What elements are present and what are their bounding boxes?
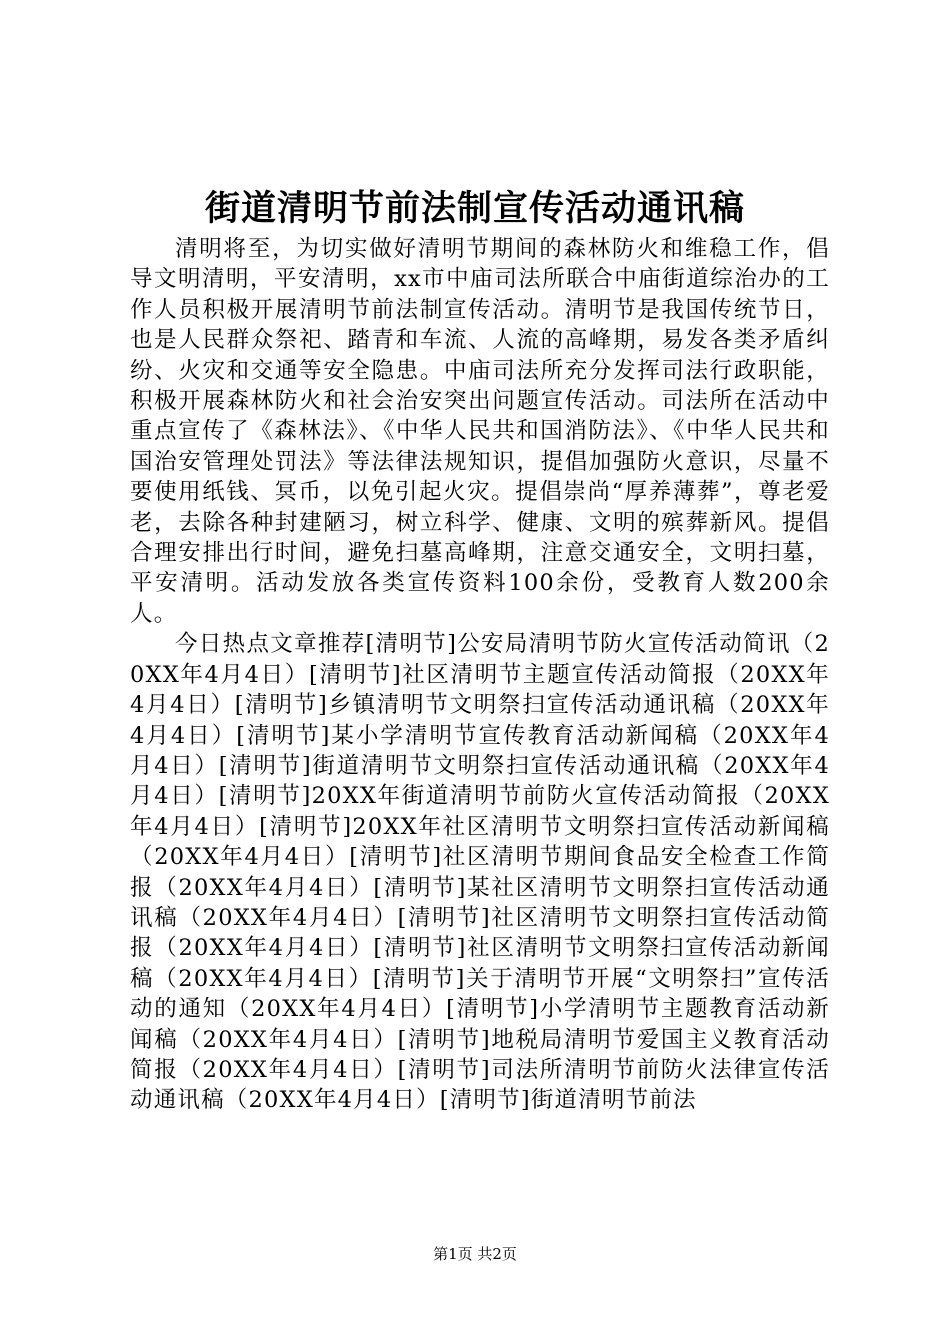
body-paragraph-recommendations: 今日热点文章推荐[清明节]公安局清明节防火宣传活动简讯（20XX年4月4日）[清明节]社区清明节主题宣传活动简报（20XX年4月4日）[清明节]乡镇清明节文明祭扫宣传活动通讯稿（20XX年4月4日）[清明节]某小学清明节宣传教育活动新闻稿（20XX年4月4日）[清明节]街道清明节文明祭扫宣传活动通讯稿（20XX年4月4日）[清明节]20XX年街道清明节前防火宣传活动简报（20XX年4月4日）[清明节]20XX年社区清明节文明祭扫宣传活动新闻稿（20XX年4月4日）[清明节]社区清明节期间食品安全检查工作简报（20XX年4月4日）[清明节]某社区清明节文明祭扫宣传活动通讯稿（20XX年4月4日）[清明节]社区清明节文明祭扫宣传活动简报（20XX年4月4日）[清明节]社区清明节文明祭扫宣传活动新闻稿（20XX年4月4日）[清明节]关于清明节开展“文明祭扫”宣传活动的通知（20XX年4月4日）[清明节]小学清明节主题教育活动新闻稿（20XX年4月4日）[清明节]地税局清明节爱国主义教育活动简报（20XX年4月4日）[清明节]司法所清明节前防火法律宣传活动通讯稿（20XX年4月4日）[清明节]街道清明节前法 [130,631,830,1114]
document-body [130,234,830,1116]
page-number-footer: 第1页 共2页 [433,1245,517,1263]
document-title: 街道清明节前法制宣传活动通讯稿 [204,188,745,229]
body-paragraph-intro: 清明将至，为切实做好清明节期间的森林防火和维稳工作，倡导文明清明，平安清明，xx市中庙司法所联合中庙街道综治办的工作人员积极开展清明节前法制宣传活动。清明节是我国传统节日，也是人民群众祭祀、踏青和车流、人流的高峰期，易发各类矛盾纠纷、火灾和交通等安全隐患。中庙司法所充分发挥司法行政职能，积极开展森林防火和社会治安突出问题宣传活动。司法所在活动中重点宣传了《森林法》、《中华人民共和国消防法》、《中华人民共和国治安管理处罚法》等法律法规知识，提倡加强防火意识，尽量不要使用纸钱、冥币，以免引起火灾。提倡崇尚“厚养薄葬”，尊老爱老，去除各种封建陋习，树立科学、健康、文明的殡葬新风。提倡合理安排出行时间，避免扫墓高峰期，注意交通安全，文明扫墓，平安清明。活动发放各类宣传资料100余份，受教育人数200余人。 [130,236,830,627]
